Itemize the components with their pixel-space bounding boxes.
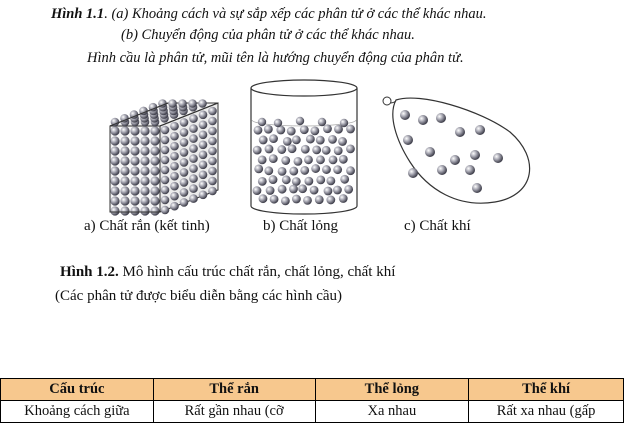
liquid-label: b) Chất lỏng [263, 218, 338, 234]
molecule-sphere [403, 135, 413, 145]
molecule-sphere [168, 99, 177, 108]
molecule-sphere [328, 135, 337, 144]
comparison-table [0, 378, 624, 423]
molecule-sphere [120, 196, 129, 205]
molecule-sphere [339, 155, 348, 164]
molecule-sphere [301, 145, 310, 154]
molecule-sphere [283, 137, 292, 146]
molecule-sphere [455, 127, 465, 137]
molecule-sphere [254, 126, 263, 135]
molecule-sphere [316, 176, 325, 185]
figure-1-2-note: (Các phân tử được biểu diễn bằng các hình cầu) [55, 288, 342, 304]
molecule-sphere [311, 164, 320, 173]
molecule-sphere [253, 146, 262, 155]
table-cell: Xa nhau [315, 401, 469, 423]
molecule-sphere [199, 191, 208, 200]
molecule-sphere [315, 195, 324, 204]
molecule-sphere [199, 141, 208, 150]
molecule-sphere [264, 125, 273, 134]
molecule-sphere [110, 166, 119, 175]
molecule-sphere [208, 167, 217, 176]
molecule-sphere [282, 175, 291, 184]
molecule-sphere [329, 155, 338, 164]
molecule-sphere [346, 145, 355, 154]
molecule-sphere [269, 175, 278, 184]
molecule-sphere [298, 184, 307, 193]
molecule-sphere [170, 122, 179, 131]
table-cell: Khoảng cách giữa [1, 401, 154, 423]
molecule-sphere [110, 146, 119, 155]
molecule-sphere [437, 165, 447, 175]
molecule-sphere [189, 154, 198, 163]
molecule-sphere [408, 168, 418, 178]
molecule-sphere [208, 137, 217, 146]
states-of-matter-illustration [0, 70, 626, 220]
molecule-sphere [120, 206, 129, 215]
molecule-sphere [130, 166, 139, 175]
molecule-sphere [281, 196, 290, 205]
molecule-sphere [189, 174, 198, 183]
molecule-sphere [292, 195, 301, 204]
molecule-sphere [259, 194, 268, 203]
molecule-sphere [189, 124, 198, 133]
figure-1-2-text: Mô hình cấu trúc chất rắn, chất lỏng, chất khí [118, 264, 396, 280]
table-header-cell: Thể khí [469, 379, 624, 401]
molecule-sphere [281, 156, 290, 165]
molecule-sphere [178, 99, 187, 108]
molecule-sphere [170, 202, 179, 211]
molecule-sphere [253, 186, 262, 195]
molecule-sphere [278, 167, 287, 176]
caption-text: . (a) Khoảng cách và sự sắp xếp các phân tử ở các thể khác nhau. [104, 6, 487, 22]
molecule-sphere [198, 99, 207, 108]
molecule-sphere [199, 181, 208, 190]
molecule-sphere [289, 167, 298, 176]
molecule-sphere [189, 114, 198, 123]
molecule-sphere [130, 196, 139, 205]
molecule-sphere [340, 119, 348, 127]
molecule-sphere [208, 177, 217, 186]
molecule-sphere [318, 118, 326, 126]
figure-1-2-caption [60, 264, 395, 281]
molecule-sphere [120, 166, 129, 175]
molecule-sphere [150, 206, 159, 215]
molecule-sphere [170, 132, 179, 141]
molecule-sphere [310, 126, 319, 135]
molecule-sphere [140, 146, 149, 155]
table-header-row [1, 379, 624, 401]
table-header-cell: Cấu trúc [1, 379, 154, 401]
molecule-sphere [334, 146, 343, 155]
molecule-sphere [324, 187, 333, 196]
molecule-sphere [140, 186, 149, 195]
molecule-sphere [289, 185, 298, 194]
molecule-sphere [258, 177, 267, 186]
molecule-sphere [189, 164, 198, 173]
molecule-sphere [130, 176, 139, 185]
molecule-sphere [208, 117, 217, 126]
molecule-sphere [266, 186, 275, 195]
molecule-sphere [161, 156, 170, 165]
molecule-sphere [189, 144, 198, 153]
molecule-sphere [161, 166, 170, 175]
molecule-sphere [304, 177, 313, 186]
molecule-sphere [140, 136, 149, 145]
solid-label: a) Chất rắn (kết tinh) [84, 218, 210, 234]
molecule-sphere [208, 127, 217, 136]
table-row [1, 401, 624, 423]
molecule-sphere [120, 146, 129, 155]
molecule-sphere [110, 206, 119, 215]
molecule-sphere [130, 206, 139, 215]
solid-crystal-cube [110, 99, 218, 215]
molecule-sphere [333, 186, 342, 195]
molecule-sphere [264, 166, 273, 175]
molecule-sphere [140, 196, 149, 205]
molecule-sphere [208, 187, 217, 196]
molecule-sphere [493, 153, 503, 163]
molecule-sphere [161, 186, 170, 195]
figure-1-1-caption-line-1 [51, 6, 487, 23]
molecule-sphere [326, 176, 335, 185]
molecule-sphere [170, 192, 179, 201]
molecule-sphere [436, 113, 446, 123]
molecule-sphere [188, 99, 197, 108]
molecule-sphere [110, 186, 119, 195]
molecule-sphere [130, 146, 139, 155]
molecule-sphere [150, 146, 159, 155]
molecule-sphere [189, 184, 198, 193]
molecule-sphere [150, 186, 159, 195]
molecule-sphere [120, 186, 129, 195]
molecule-sphere [180, 198, 189, 207]
molecule-sphere [180, 178, 189, 187]
molecule-sphere [306, 135, 315, 144]
molecule-sphere [150, 136, 159, 145]
molecule-sphere [161, 136, 170, 145]
molecule-sphere [120, 176, 129, 185]
molecule-sphere [254, 164, 263, 173]
molecule-sphere [150, 166, 159, 175]
molecule-sphere [189, 134, 198, 143]
molecule-sphere [425, 147, 435, 157]
molecule-sphere [300, 125, 309, 134]
molecule-sphere [120, 156, 129, 165]
molecule-sphere [140, 126, 149, 135]
table-header-cell: Thể rắn [153, 379, 315, 401]
molecule-sphere [450, 155, 460, 165]
molecule-sphere [180, 128, 189, 137]
molecule-sphere [150, 156, 159, 165]
molecule-sphere [161, 176, 170, 185]
molecule-sphere [199, 131, 208, 140]
molecule-sphere [110, 136, 119, 145]
molecule-sphere [300, 166, 309, 175]
molecule-sphere [269, 134, 278, 143]
figure-1-1-caption-line-3: Hình cầu là phân tử, mũi tên là hướng chuyển động của phân tử. [87, 50, 464, 66]
molecule-sphere [316, 155, 325, 164]
molecule-sphere [161, 196, 170, 205]
molecule-sphere [180, 158, 189, 167]
molecule-sphere [170, 182, 179, 191]
molecule-sphere [270, 195, 279, 204]
molecule-sphere [199, 171, 208, 180]
molecule-sphere [258, 155, 267, 164]
molecule-sphere [323, 124, 332, 133]
molecule-sphere [346, 166, 355, 175]
gas-balloon [383, 97, 530, 203]
molecule-sphere [130, 126, 139, 135]
molecule-sphere [418, 115, 428, 125]
molecule-sphere [120, 126, 129, 135]
molecule-sphere [199, 161, 208, 170]
molecule-sphere [170, 142, 179, 151]
molecule-sphere [287, 127, 296, 136]
molecule-sphere [110, 196, 119, 205]
molecule-sphere [310, 186, 319, 195]
molecule-sphere [278, 185, 287, 194]
molecule-sphere [292, 177, 301, 186]
table-cell: Rất xa nhau (gấp [469, 401, 624, 423]
table-header-cell: Thể lỏng [315, 379, 469, 401]
molecule-sphere [110, 176, 119, 185]
molecule-sphere [312, 146, 321, 155]
molecule-sphere [180, 188, 189, 197]
liquid-cylinder [251, 80, 357, 214]
molecule-sphere [140, 176, 149, 185]
molecule-sphere [180, 168, 189, 177]
molecule-sphere [199, 151, 208, 160]
molecule-sphere [140, 166, 149, 175]
molecule-sphere [208, 147, 217, 156]
molecule-sphere [259, 136, 268, 145]
molecule-sphere [130, 186, 139, 195]
figure-1-1-caption-line-2: (b) Chuyển động của phân tử ở các thể khác nhau. [121, 27, 415, 43]
molecule-sphere [199, 121, 208, 130]
molecule-sphere [472, 183, 482, 193]
molecule-sphere [110, 126, 119, 135]
molecule-sphere [288, 144, 297, 153]
molecule-sphere [161, 146, 170, 155]
molecule-sphere [296, 117, 304, 125]
molecule-sphere [339, 194, 348, 203]
molecule-sphere [333, 165, 342, 174]
molecule-sphere [170, 162, 179, 171]
molecule-sphere [150, 196, 159, 205]
molecule-sphere [322, 146, 331, 155]
molecule-sphere [170, 172, 179, 181]
molecule-sphere [180, 138, 189, 147]
molecule-sphere [344, 185, 353, 194]
molecule-sphere [326, 196, 335, 205]
molecule-sphere [292, 135, 301, 144]
molecule-sphere [277, 145, 286, 154]
molecule-sphere [199, 111, 208, 120]
molecule-sphere [110, 156, 119, 165]
molecule-sphere [269, 154, 278, 163]
molecule-sphere [150, 126, 159, 135]
molecule-sphere [120, 136, 129, 145]
table-cell: Rất gần nhau (cỡ [153, 401, 315, 423]
molecule-sphere [303, 196, 312, 205]
molecule-sphere [304, 155, 313, 164]
molecule-sphere [322, 165, 331, 174]
molecule-sphere [140, 206, 149, 215]
molecule-sphere [130, 136, 139, 145]
molecule-sphere [316, 136, 325, 145]
molecule-sphere [470, 150, 480, 160]
molecule-sphere [338, 137, 347, 146]
molecule-sphere [130, 156, 139, 165]
gas-label: c) Chất khí [404, 218, 471, 234]
molecule-sphere [180, 118, 189, 127]
molecule-sphere [170, 152, 179, 161]
molecule-sphere [180, 148, 189, 157]
molecule-sphere [189, 194, 198, 203]
molecule-sphere [208, 157, 217, 166]
figure-1-2-title: Hình 1.2. [60, 264, 119, 280]
molecule-sphere [294, 157, 303, 166]
molecule-sphere [161, 126, 170, 135]
molecule-sphere [465, 165, 475, 175]
molecule-sphere [140, 156, 149, 165]
molecule-sphere [161, 206, 170, 215]
molecule-sphere [150, 176, 159, 185]
molecule-sphere [340, 175, 349, 184]
molecule-sphere [258, 118, 266, 126]
molecule-sphere [274, 119, 282, 127]
figure-1-1-title: Hình 1.1 [51, 6, 105, 22]
molecule-sphere [265, 145, 274, 154]
molecule-sphere [346, 125, 355, 134]
molecule-sphere [475, 125, 485, 135]
molecule-sphere [208, 107, 217, 116]
molecule-sphere [400, 110, 410, 120]
